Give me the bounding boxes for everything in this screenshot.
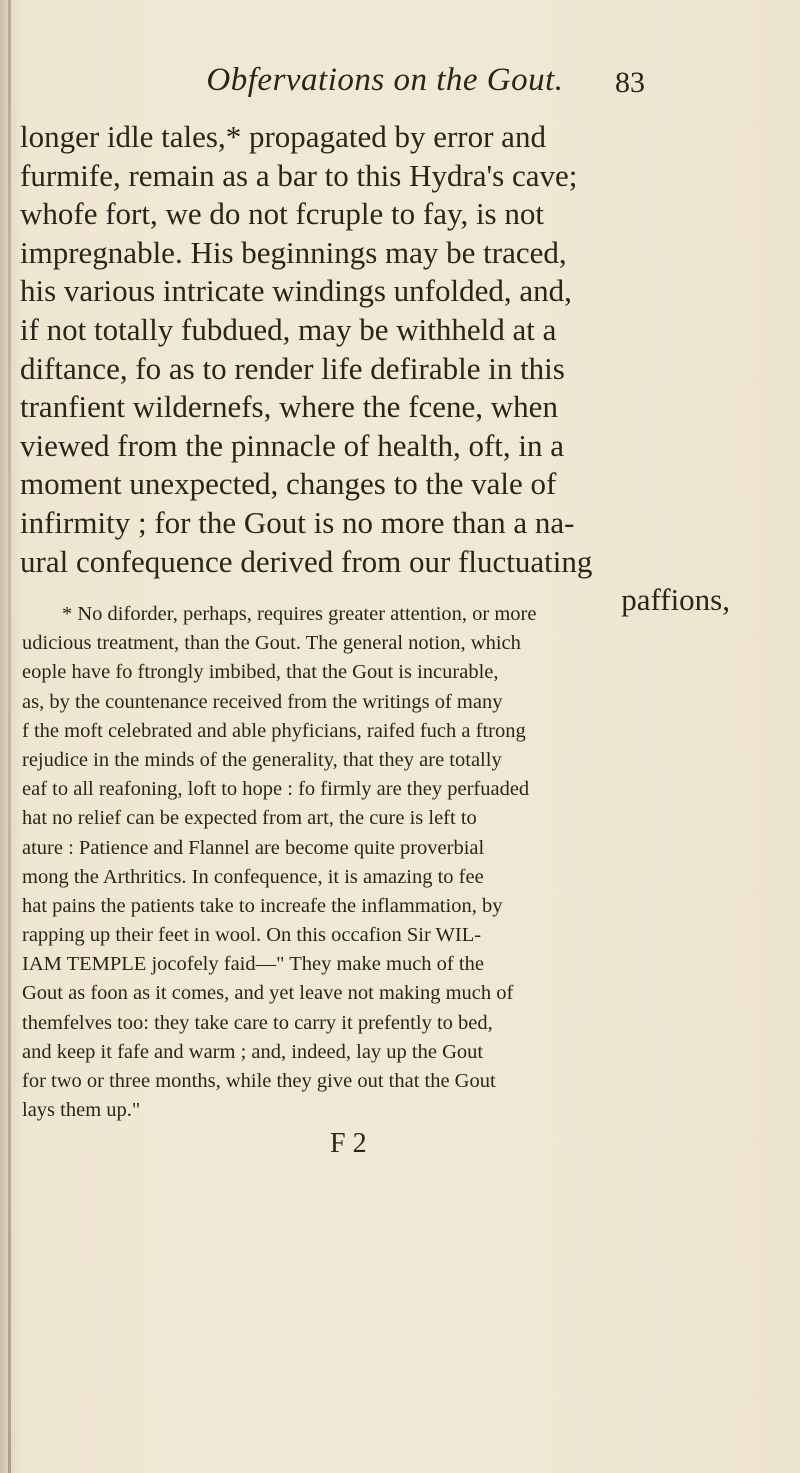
text-line: longer idle tales,* propagated by error and [20, 119, 546, 154]
text-line: infirmity ; for the Gout is no more than a na- [20, 504, 575, 540]
text-line: impregnable. His beginnings may be traced, [20, 234, 567, 270]
footnote-block [22, 600, 744, 1125]
footnote-line: hat no relief can be expected from art, the cure is left to [22, 807, 477, 830]
signature-mark: F 2 [330, 1128, 367, 1159]
text-line: his various intricate windings unfolded, and, [20, 273, 572, 309]
footnote-line: and keep it fafe and warm ; and, indeed, lay up the Gout [22, 1040, 484, 1063]
footnote-line: * No diforder, perhaps, requires greater attention, or more [62, 603, 537, 625]
footnote-line: f the moft celebrated and able phyficians, raifed fuch a ftrong [22, 719, 526, 742]
footnote-line: hat pains the patients take to increafe the inflammation, by [22, 894, 503, 917]
footnote-line: for two or three months, while they give out that the Gout [22, 1070, 496, 1092]
page-gutter [8, 0, 11, 1473]
text-line: viewed from the pinnacle of health, oft, in a [20, 427, 565, 463]
text-line: moment unexpected, changes to the vale of [20, 466, 557, 502]
footnote-line: Gout as foon as it comes, and yet leave not making much of [22, 982, 514, 1005]
footnote-line: rejudice in the minds of the generality, that they are totally [22, 748, 502, 771]
text-line: furmife, remain as a bar to this Hydra's cave; [20, 157, 578, 193]
footnote-line: themfelves too: they take care to carry it prefently to bed, [22, 1011, 493, 1034]
running-title: Obfervations on the Gout. [206, 62, 564, 98]
main-text [20, 118, 740, 620]
page-header [0, 62, 800, 112]
text-line: whofe fort, we do not fcruple to fay, is not [20, 196, 544, 232]
footnote-line: IAM TEMPLE jocofely faid—" They make much of the [22, 953, 484, 976]
footnote-line: lays them up." [22, 1099, 141, 1122]
footnote-line: eople have fo ftrongly imbibed, that the Gout is incurable, [22, 661, 499, 684]
text-line: ural confequence derived from our fluctuating [20, 543, 593, 579]
footnote-line: mong the Arthritics. In confequence, it is amazing to fee [22, 865, 484, 888]
footnote-line: eaf to all reafoning, loft to hope : fo firmly are they perfuaded [22, 778, 530, 801]
text-line: if not totally fubdued, may be withheld at a [20, 311, 557, 347]
footnote-line: rapping up their feet in wool. On this occafion Sir WIL- [22, 924, 482, 947]
footnote-line: udicious treatment, than the Gout. The general notion, which [22, 632, 521, 655]
footnote-line: ature : Patience and Flannel are become quite proverbial [22, 836, 485, 859]
footnote-line: as, by the countenance received from the writings of many [22, 690, 503, 713]
text-line: diftance, fo as to render life defirable in this [20, 350, 565, 386]
text-line: tranfient wildernefs, where the fcene, when [20, 389, 558, 425]
page-number: 83 [615, 66, 645, 99]
catchword-line: paffions, [621, 582, 730, 618]
